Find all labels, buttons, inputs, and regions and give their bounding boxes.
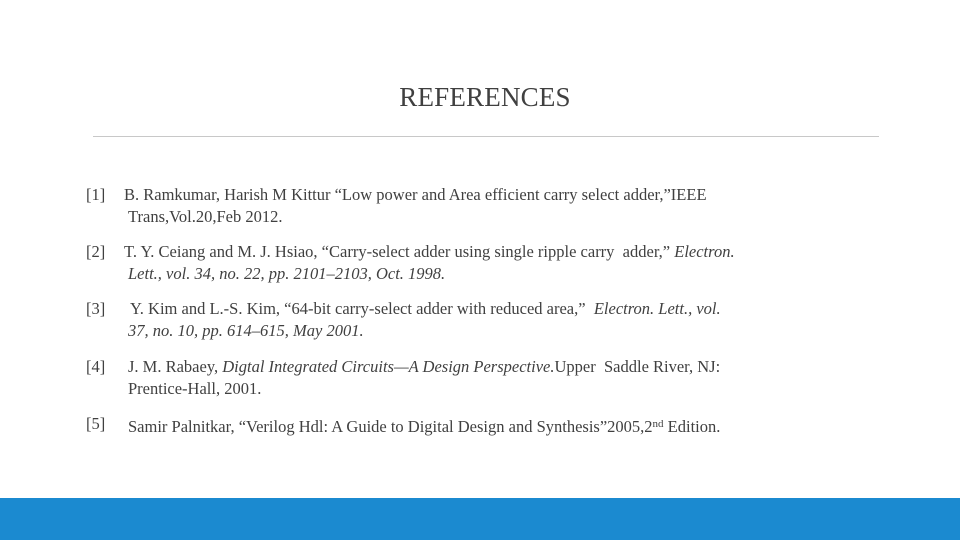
reference-text-line: Prentice-Hall, 2001.: [128, 379, 262, 398]
reference-text-line: 37, no. 10, pp. 614–615, May 2001.: [128, 321, 364, 340]
reference-item-1: [86, 184, 906, 228]
reference-item-2: [86, 241, 906, 285]
reference-text: Edition.: [663, 417, 721, 436]
reference-text: Samir Palnitkar, “Verilog Hdl: A Guide to Digital Design and Synthesis”2005,2: [128, 417, 653, 436]
reference-text: T. Y. Ceiang and M. J. Hsiao, “Carry-select adder using single ripple carry adder,”: [124, 242, 675, 261]
bottom-accent-bar: [0, 498, 960, 540]
reference-item-4: [86, 356, 906, 400]
reference-text-line: Lett., vol. 34, no. 22, pp. 2101–2103, Oct. 1998.: [128, 264, 446, 283]
reference-text-line: B. Ramkumar, Harish M Kittur “Low power and Area efficient carry select adder,”IEEE: [124, 185, 707, 204]
reference-number: [3]: [86, 299, 106, 318]
reference-text: J. M. Rabaey,: [128, 357, 223, 376]
reference-number: [5]: [86, 414, 106, 433]
slide-title: REFERENCES: [399, 82, 571, 112]
reference-number: [4]: [86, 357, 106, 376]
reference-item-5: [86, 413, 906, 438]
reference-text: Upper Saddle River, NJ:: [554, 357, 721, 376]
reference-item-3: [86, 298, 906, 342]
reference-book-title: Digtal Integrated Circuits—A Design Perspective.: [222, 357, 555, 376]
reference-text-line: Trans,Vol.20,Feb 2012.: [128, 207, 283, 226]
reference-superscript: nd: [652, 418, 664, 430]
reference-number: [1]: [86, 185, 106, 204]
reference-number: [2]: [86, 242, 106, 261]
reference-journal: Electron. Lett., vol.: [593, 299, 721, 318]
reference-journal: Electron.: [674, 242, 735, 261]
reference-text: Y. Kim and L.-S. Kim, “64-bit carry-select adder with reduced area,”: [130, 299, 594, 318]
title-divider: [93, 136, 879, 137]
